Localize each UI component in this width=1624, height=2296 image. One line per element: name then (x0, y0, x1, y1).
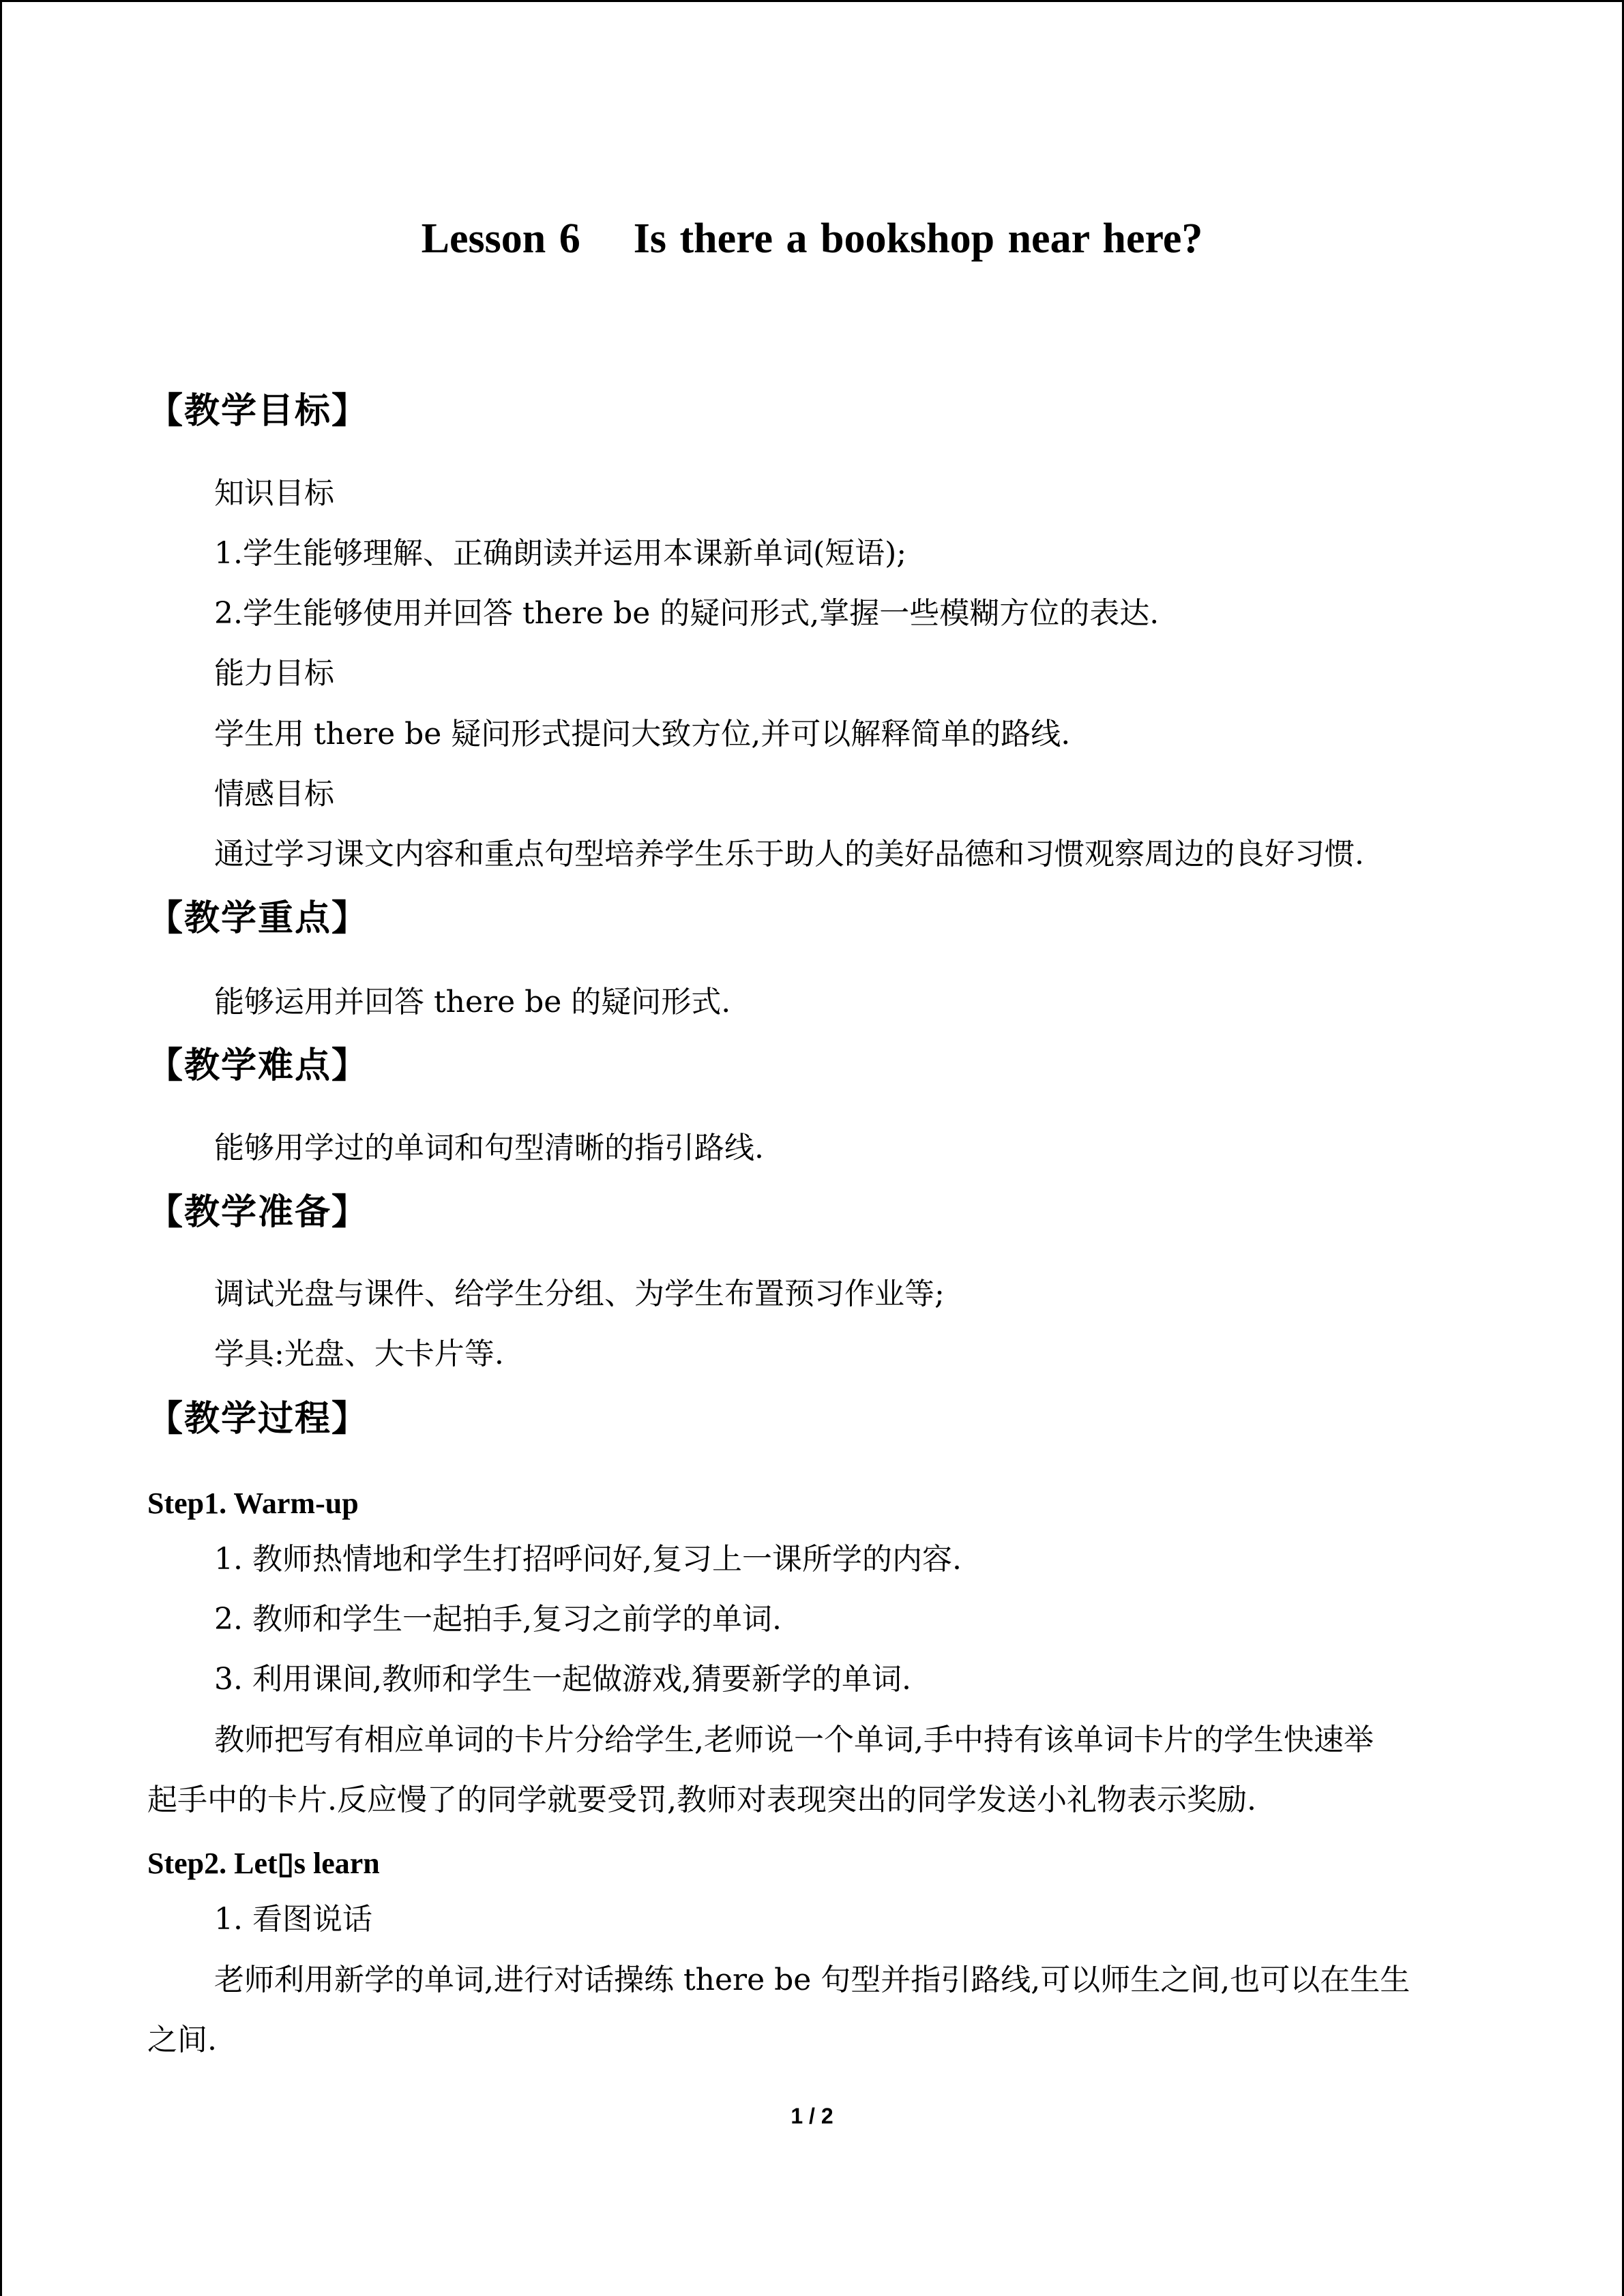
knowledge-item-2: 2.学生能够使用并回答 there be 的疑问形式,掌握一些模糊方位的表达. (214, 596, 1160, 631)
step2-paragraph-line-1: 老师利用新学的单词,进行对话操练 there be 句型并指引路线,可以师生之间,也可以在生生 (214, 1963, 1411, 1997)
step1-item-1: 1. 教师热情地和学生打招呼问好,复习上一课所学的内容. (214, 1542, 962, 1577)
preparation-line-1: 调试光盘与课件、给学生分组、为学生布置预习作业等; (214, 1277, 945, 1311)
key-points-text: 能够运用并回答 there be 的疑问形式. (214, 985, 731, 1019)
section-heading-difficulties: 【教学难点】 (147, 1045, 369, 1086)
document-title: Lesson 6 Is there a bookshop near here? (421, 215, 1203, 262)
knowledge-item-1: 1.学生能够理解、正确朗读并运用本课新单词(短语); (214, 536, 907, 571)
difficulties-text: 能够用学过的单词和句型清晰的指引路线. (214, 1131, 764, 1165)
section-heading-process: 【教学过程】 (147, 1399, 369, 1440)
step1-title: Step1. Warm-up (147, 1487, 359, 1520)
section-heading-objectives: 【教学目标】 (147, 391, 369, 432)
ability-item-1: 学生用 there be 疑问形式提问大致方位,并可以解释简单的路线. (214, 717, 1071, 751)
step2-title: Step2. Let▯s learn (147, 1847, 380, 1880)
ability-label: 能力目标 (214, 656, 334, 691)
emotion-item-1: 通过学习课文内容和重点句型培养学生乐于助人的美好品德和习惯观察周边的良好习惯. (214, 837, 1364, 871)
step2-item-1: 1. 看图说话 (214, 1902, 372, 1937)
section-heading-key-points: 【教学重点】 (147, 898, 369, 939)
section-heading-preparation: 【教学准备】 (147, 1192, 369, 1233)
page-number: 1 / 2 (791, 2104, 833, 2128)
emotion-label: 情感目标 (214, 777, 334, 811)
knowledge-label: 知识目标 (214, 476, 334, 511)
step2-paragraph-line-2: 之间. (147, 2023, 217, 2057)
step1-paragraph-line-2: 起手中的卡片.反应慢了的同学就要受罚,教师对表现突出的同学发送小礼物表示奖励. (147, 1783, 1256, 1817)
step1-item-3: 3. 利用课间,教师和学生一起做游戏,猜要新学的单词. (214, 1662, 911, 1697)
preparation-line-2: 学具:光盘、大卡片等. (214, 1337, 504, 1371)
step1-item-2: 2. 教师和学生一起拍手,复习之前学的单词. (214, 1602, 782, 1637)
step1-paragraph-line-1: 教师把写有相应单词的卡片分给学生,老师说一个单词,手中持有该单词卡片的学生快速举 (214, 1723, 1374, 1757)
